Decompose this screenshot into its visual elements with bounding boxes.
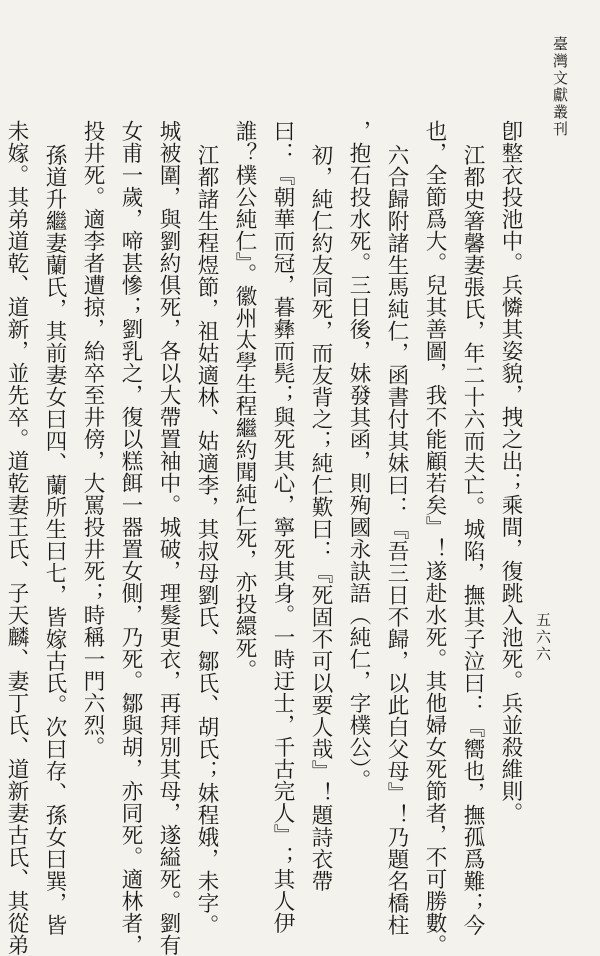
running-title: 臺灣文獻叢刊 (551, 36, 569, 138)
text-column: 未嫁。其弟道乾、道新，並先卒。道乾妻王氏、子天麟、妻丁氏、道新妻古氏、其從弟 (4, 120, 29, 956)
text-column: ，抱石投水死。三日後，妹發其函，則殉國永訣語（純仁，字樸公）。 (346, 120, 371, 792)
text-column: 江都諸生程煜節，祖姑適林、姑適李，其叔母劉氏、鄒氏、胡氏；妹程娥，未字。 (194, 144, 219, 936)
text-body (4, 120, 529, 956)
text-column: 城被圍，與劉約俱死，各以大帶置袖中。城破，理髮更衣，再拜別其母，遂縊死。劉有 (156, 120, 181, 956)
text-column: 曰：『朝華而冠，暮彝而髡；與死其心，寧死其身。一時迂士，千古完人』；其人伊 (270, 120, 295, 934)
text-column: 誰？樸公純仁』。徽州太學生程繼約聞純仁死，亦投繯死。 (232, 120, 257, 682)
page-number: 五六六 (534, 612, 552, 663)
text-column: 卽整衣投池中。兵憐其姿貌，拽之出；乘間，復跳入池死。兵並殺維則。 (498, 120, 523, 824)
text-column: 孫道升繼妻蘭氏，其前妻女曰四、蘭所生曰七，皆嫁古氏。次曰存、孫女曰巽，皆 (42, 144, 67, 936)
text-column: 江都史箸馨妻張氏，年二十六而夫亡。城陷，撫其子泣曰：『嚮也，撫孤爲難；今 (460, 144, 485, 936)
text-column: 投井死。適李者遭掠，紿卒至井傍，大罵投井死；時稱一門六烈。 (80, 120, 105, 758)
text-column: 女甫一歲，啼甚慘；劉乳之，復以糕餌一器置女側，乃死。鄒與胡，亦同死。適林者， (118, 120, 143, 956)
text-column: 六合歸附諸生馬純仁，函書付其妹曰：『吾三日不歸，以此白父母』！乃題名橋柱 (384, 144, 409, 936)
text-column: 也，全節爲大。兒其善圖，我不能顧若矣』！遂赴水死。其他婦女死節者，不可勝數。 (422, 120, 447, 956)
text-column: 初，純仁約友同死，而友背之；純仁歎曰：『死固不可以要人哉』！題詩衣帶 (308, 144, 333, 892)
